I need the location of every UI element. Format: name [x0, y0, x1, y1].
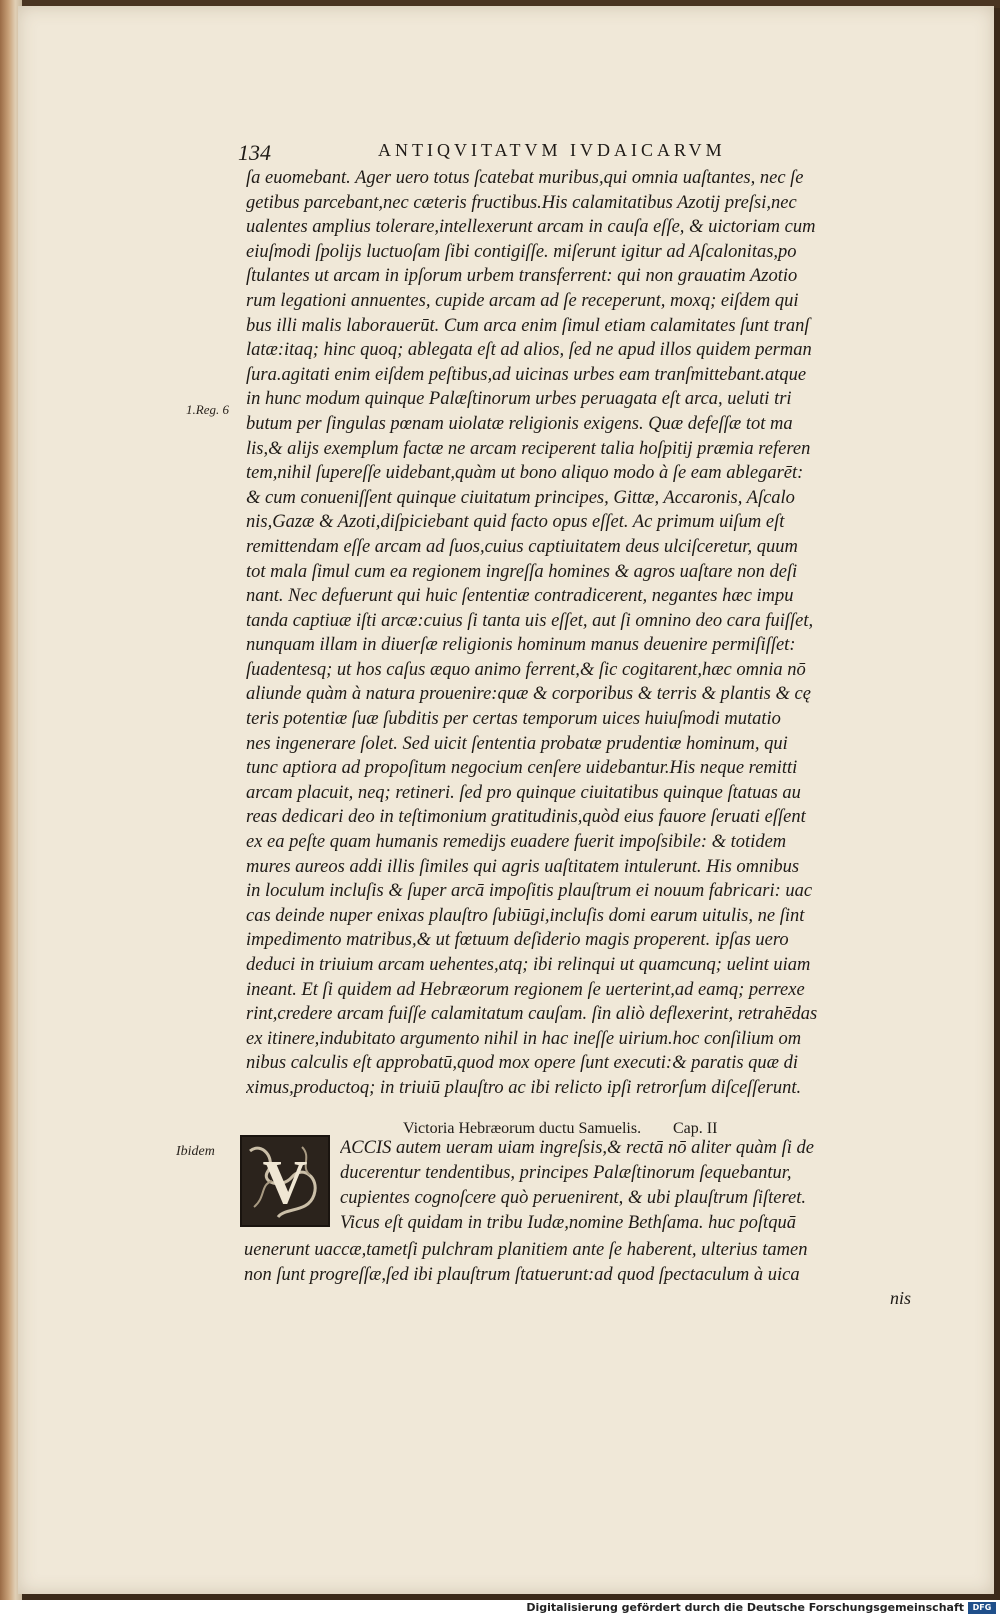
- footer-credit: Digitalisierung gefördert durch die Deutsche Forschungsgemeinschaft: [526, 1601, 964, 1614]
- chapter-opening-text: [340, 1136, 925, 1236]
- text-line: nes ingenerare ſolet. Sed uicit ſententia probatæ prudentiæ hominum, qui: [246, 733, 788, 754]
- chapter-number: Cap. II: [673, 1120, 718, 1137]
- catchword: nis: [890, 1288, 912, 1308]
- text-line: rint,credere arcam fuiſſe calamitatum cauſam. ſin aliò deflexerint, retrahēdas: [246, 1004, 818, 1025]
- initial-ornament-icon: [242, 1137, 328, 1225]
- page-number: 134: [238, 140, 271, 165]
- text-line: uenerunt uaccæ,tametſi pulchram planitiem ante ſe haberent, ulterius tamen: [244, 1240, 808, 1260]
- text-line: nant. Nec defuerunt qui huic ſententiæ contradicerent, negantes hæc impu: [246, 586, 794, 607]
- body-text: [246, 166, 926, 1101]
- text-line: ualentes amplius tolerare,intellexerunt arcam in cauſa eſſe, & uictoriam cum: [246, 217, 816, 238]
- text-line: reas dedicari deo in teſtimonium gratitudinis,quòd eius fauore ſeruati eſſent: [246, 807, 806, 828]
- margin-note-reg: 1.Reg. 6: [186, 402, 229, 417]
- text-line: cas deinde nuper enixas plauſtro ſubiūgi,incluſis domi earum uitulis, ne ſint: [246, 905, 805, 926]
- text-line: Vicus eſt quidam in tribu Iudæ,nomine Bethſama. huc poſtquā: [340, 1213, 796, 1233]
- margin-note-ibidem: Ibidem: [176, 1144, 215, 1159]
- text-line: impedimento matribus,& ut fœtuum deſiderio magis properent. ipſas uero: [246, 930, 789, 951]
- text-line: remittendam eſſe arcam ad ſuos,cuius captiuitatem deus ulciſceretur, quum: [246, 536, 798, 557]
- text-line: in loculum incluſis & ſuper arcā impoſitis plauſtrum ei nouum fabricari: uac: [246, 881, 813, 902]
- text-line: ACCIS autem ueram uiam ingreſsis,& rectā nō aliter quàm ſi de: [340, 1138, 814, 1158]
- text-line: butum per ſingulas pœnam uiolatæ religionis exigens. Quæ defeſſæ tot ma: [246, 413, 793, 434]
- chapter-continuation-text: [244, 1238, 924, 1288]
- text-line: ſa euomebant. Ager uero totus ſcatebat muribus,qui omnia uaſtantes, nec ſe: [246, 168, 804, 188]
- text-line: ducerentur tendentibus, principes Palæſtinorum ſequebantur,: [340, 1163, 792, 1183]
- footer: [0, 1600, 1000, 1617]
- text-line: ineant. Et ſi quidem ad Hebræorum regionem ſe uerterint,ad eamq; perrexe: [246, 979, 805, 1000]
- text-line: ximus,productoq; in triuiū plauſtro ac ibi relicto ipſi retrorſum diſceſſerunt.: [246, 1077, 802, 1098]
- chapter-title: Victoria Hebræorum ductu Samuelis.: [403, 1120, 642, 1137]
- text-line: ſura.agitati enim eiſdem peſtibus,ad uicinas urbes eam tranſmittebant.atque: [246, 364, 807, 385]
- running-title: ANTIQVITATVM IVDAICARVM: [378, 140, 726, 160]
- text-line: latæ:itaq; hinc quoq; ablegata eſt ad alios, ſed ne apud illos quidem perman: [246, 340, 812, 361]
- text-line: & cum conueniſſent quinque ciuitatum principes, Gittæ, Accaronis, Aſcalo: [246, 487, 795, 508]
- text-line: lis,& alijs exemplum factæ ne arcam reciperent talia hoſpitij præmia referen: [246, 438, 811, 459]
- text-line: tanda captiuæ iſti arcæ:cuius ſi tanta uis eſſet, aut ſi omnino deo cara fuiſſet,: [246, 610, 814, 631]
- text-line: tem,nihil ſupereſſe uidebant,quàm ut bono aliquo modo à ſe eam ablegarēt:: [246, 463, 804, 484]
- text-line: mures aureos addi illis ſimiles qui agris uaſtitatem intulerunt. His omnibus: [246, 856, 800, 877]
- text-line: arcam placuit, neq; retineri. ſed pro quinque ciuitatibus quinque ſtatuas au: [246, 782, 801, 803]
- text-line: ex itinere,indubitato argumento nihil in hac ineſſe uirium.hoc conſilium om: [246, 1028, 802, 1049]
- text-line: ex ea peſte quam humanis remedijs euadere fuerit impoſsibile: & totidem: [246, 832, 787, 853]
- text-line: non ſunt progreſſæ,ſed ibi plauſtrum ſtatuerunt:ad quod ſpectaculum à uica: [244, 1265, 800, 1285]
- text-line: deduci in triuium arcam uehentes,atq; ibi relinqui ut quamcunq; uelint uiam: [246, 955, 811, 975]
- text-line: nis,Gazæ & Azoti,diſpiciebant quid facto opus eſſet. Ac primum uiſum eſt: [246, 512, 785, 533]
- text-line: nibus calculis eſt approbatū,quod mox opere ſunt executi:& paratis quæ di: [246, 1053, 799, 1074]
- text-line: nunquam illam in diuerſæ religionis hominum manus deuenire permiſiſſet:: [246, 635, 796, 656]
- text-line: cupientes cognoſcere quò peruenirent, & ubi plauſtrum ſiſteret.: [340, 1188, 807, 1208]
- text-line: bus illi malis laborauerūt. Cum arca enim ſimul etiam calamitates ſunt tranſ: [246, 315, 810, 336]
- text-line: teris potentiæ ſuæ ſubditis per certas temporum uices huiuſmodi mutatio: [246, 709, 781, 730]
- text-line: getibus parcebant,nec cæteris fructibus.His calamitatibus Azotij preſsi,nec: [246, 192, 797, 213]
- text-line: ſtulantes ut arcam in ipſorum urbem transferrent: qui non grauatim Azotio: [246, 266, 798, 287]
- text-line: rum legationi annuentes, cupide arcam ad ſe receperunt, moxq; eiſdem qui: [246, 290, 799, 311]
- initial-letter: V: [262, 1149, 308, 1217]
- text-line: aliunde quàm à natura prouenire:quæ & corporibus & terris & plantis & cę: [246, 684, 811, 705]
- dfg-logo-icon: DFG: [968, 1602, 996, 1614]
- decorated-initial: [240, 1135, 330, 1227]
- text-line: in hunc modum quinque Palæſtinorum urbes peruagata eſt arca, ueluti tri: [246, 389, 792, 410]
- page-header: [238, 140, 918, 166]
- text-line: ſuadentesq; ut hos caſus æquo animo ferrent,& ſic cogitarent,hæc omnia nō: [246, 659, 806, 680]
- text-line: tunc aptiora ad propoſitum negocium cenſere uidebantur.His neque remitti: [246, 758, 798, 779]
- text-line: tot mala ſimul cum ea regionem ingreſſa homines & agros uaſtare non deſi: [246, 561, 798, 582]
- text-line: eiuſmodi ſpolijs luctuoſam ſibi contigiſſe. miſerunt igitur ad Aſcalonitas,po: [246, 241, 797, 262]
